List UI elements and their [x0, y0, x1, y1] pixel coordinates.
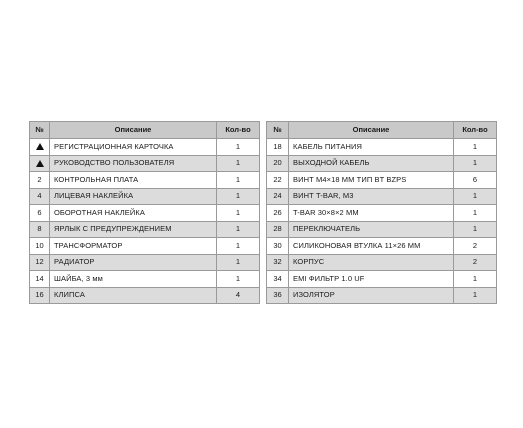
cell-description: КОНТРОЛЬНАЯ ПЛАТА — [50, 172, 217, 189]
cell-qty: 1 — [217, 221, 260, 238]
cell-description: ВИНТ M4×18 ММ ТИП BT BZPS — [289, 172, 454, 189]
cell-no: 6 — [30, 205, 50, 222]
table-row — [267, 139, 497, 156]
cell-qty: 1 — [454, 205, 497, 222]
header-no: № — [30, 122, 50, 139]
cell-no: 14 — [30, 271, 50, 288]
table-row — [30, 188, 260, 205]
cell-description: РАДИАТОР — [50, 254, 217, 271]
cell-qty: 2 — [454, 254, 497, 271]
cell-no: 10 — [30, 238, 50, 255]
cell-qty: 1 — [217, 188, 260, 205]
table-row — [30, 172, 260, 189]
cell-no — [30, 139, 50, 156]
cell-qty: 1 — [217, 271, 260, 288]
cell-qty: 1 — [454, 287, 497, 304]
cell-description: T-BAR 30×8×2 ММ — [289, 205, 454, 222]
cell-qty: 4 — [217, 287, 260, 304]
cell-description: ВЫХОДНОЙ КАБЕЛЬ — [289, 155, 454, 172]
table-row — [267, 254, 497, 271]
cell-qty: 1 — [454, 139, 497, 156]
cell-description: КОРПУС — [289, 254, 454, 271]
triangle-icon — [36, 160, 44, 167]
cell-no: 30 — [267, 238, 289, 255]
cell-description: ТРАНСФОРМАТОР — [50, 238, 217, 255]
header-qty: Кол-во — [217, 122, 260, 139]
cell-description: СИЛИКОНОВАЯ ВТУЛКА 11×26 ММ — [289, 238, 454, 255]
cell-no: 8 — [30, 221, 50, 238]
table-row — [30, 254, 260, 271]
cell-no: 20 — [267, 155, 289, 172]
cell-qty: 1 — [454, 221, 497, 238]
table-row — [30, 221, 260, 238]
table-row — [267, 271, 497, 288]
table-row — [30, 205, 260, 222]
cell-qty: 1 — [217, 205, 260, 222]
cell-description: ИЗОЛЯТОР — [289, 287, 454, 304]
cell-description: РУКОВОДСТВО ПОЛЬЗОВАТЕЛЯ — [50, 155, 217, 172]
cell-description: ШАЙБА, 3 мм — [50, 271, 217, 288]
header-qty: Кол-во — [454, 122, 497, 139]
cell-no: 16 — [30, 287, 50, 304]
table-row — [267, 221, 497, 238]
cell-qty: 1 — [217, 155, 260, 172]
table-row — [267, 172, 497, 189]
cell-qty: 1 — [217, 238, 260, 255]
cell-no: 32 — [267, 254, 289, 271]
cell-qty: 1 — [454, 155, 497, 172]
cell-qty: 2 — [454, 238, 497, 255]
cell-no: 28 — [267, 221, 289, 238]
cell-qty: 6 — [454, 172, 497, 189]
parts-table-left — [29, 121, 260, 304]
table-row — [267, 238, 497, 255]
cell-no: 12 — [30, 254, 50, 271]
cell-description: РЕГИСТРАЦИОННАЯ КАРТОЧКА — [50, 139, 217, 156]
cell-no: 4 — [30, 188, 50, 205]
cell-description: КЛИПСА — [50, 287, 217, 304]
header-no: № — [267, 122, 289, 139]
cell-description: ЯРЛЫК С ПРЕДУПРЕЖДЕНИЕМ — [50, 221, 217, 238]
header-description: Описание — [289, 122, 454, 139]
parts-table-right — [266, 121, 497, 304]
cell-description: ВИНТ T-BAR, M3 — [289, 188, 454, 205]
cell-no: 26 — [267, 205, 289, 222]
cell-description: EMI ФИЛЬТР 1.0 UF — [289, 271, 454, 288]
table-row — [30, 155, 260, 172]
cell-qty: 1 — [217, 254, 260, 271]
cell-description: КАБЕЛЬ ПИТАНИЯ — [289, 139, 454, 156]
table-row — [267, 188, 497, 205]
cell-no: 18 — [267, 139, 289, 156]
cell-qty: 1 — [217, 139, 260, 156]
table-row — [267, 287, 497, 304]
cell-description: ПЕРЕКЛЮЧАТЕЛЬ — [289, 221, 454, 238]
cell-description: ЛИЦЕВАЯ НАКЛЕЙКА — [50, 188, 217, 205]
cell-no: 34 — [267, 271, 289, 288]
table-row — [30, 238, 260, 255]
cell-no: 2 — [30, 172, 50, 189]
table-row — [30, 271, 260, 288]
table-row — [30, 139, 260, 156]
cell-no — [30, 155, 50, 172]
cell-description: ОБОРОТНАЯ НАКЛЕЙКА — [50, 205, 217, 222]
header-description: Описание — [50, 122, 217, 139]
cell-no: 22 — [267, 172, 289, 189]
table-row — [30, 287, 260, 304]
table-header-row — [30, 122, 260, 139]
cell-qty: 1 — [217, 172, 260, 189]
cell-no: 36 — [267, 287, 289, 304]
triangle-icon — [36, 143, 44, 150]
cell-qty: 1 — [454, 271, 497, 288]
table-row — [267, 155, 497, 172]
table-row — [267, 205, 497, 222]
table-header-row — [267, 122, 497, 139]
cell-qty: 1 — [454, 188, 497, 205]
cell-no: 24 — [267, 188, 289, 205]
